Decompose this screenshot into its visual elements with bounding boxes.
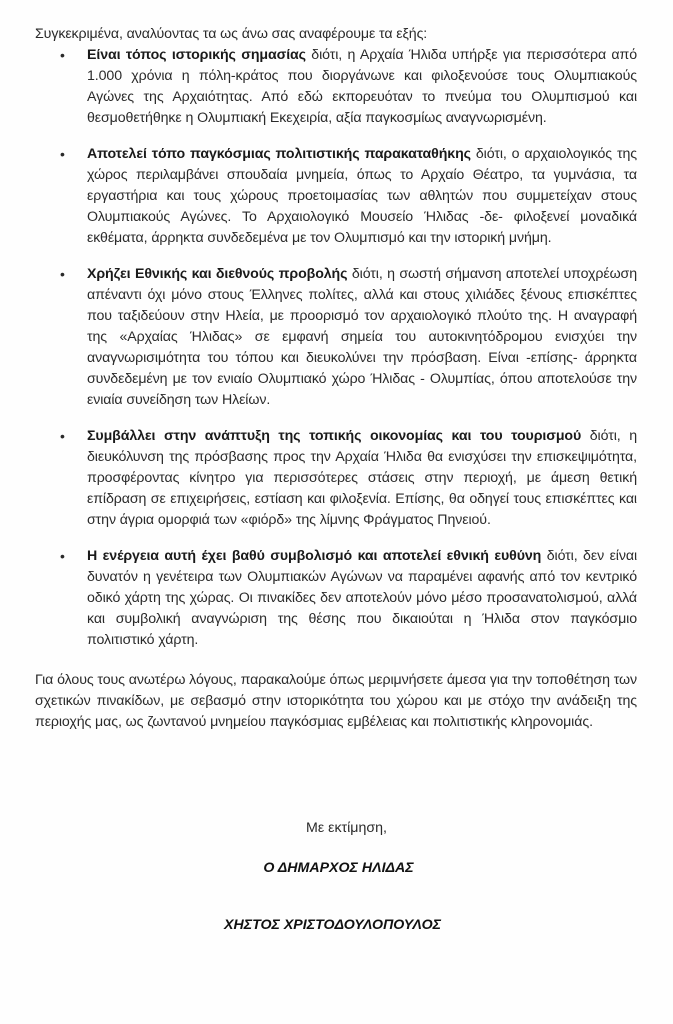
point-heading: Η ενέργεια αυτή έχει βαθύ συμβολισμό και αποτελεί εθνική ευθύνη bbox=[87, 548, 542, 564]
point-text: διότι, η σωστή σήμανση αποτελεί υποχρέωση απέναντι όχι μόνο στους Έλληνες πολίτες, αλλά και στους χιλιάδες ξένους επισκέπτες που ταξιδεύουν στην Ηλεία, με προορισμό τον αρχαιολογικό πλούτο της. Η αναγραφή της «Αρχαίας Ήλιδας» σε εμφανή σημεία του αυτοκινητόδρομου ενισχύει την αναγνωρισιμότητα του τόπου και διευκολύνει την πρόσβαση. Είναι -επίσης- άρρηκτα συνδεδεμένη με τον ενιαίο Ολυμπιακό χώρο Ήλιδας - Ολυμπίας, όπου αποτελούσε την ενιαία συνείδηση των Ηλείων. bbox=[87, 266, 638, 408]
reasons-list bbox=[35, 45, 637, 651]
document-body bbox=[35, 24, 637, 733]
signatory-name: ΧΗΣΤΟΣ ΧΡΙΣΤΟΔΟΥΛΟΠΟΥΛΟΣ bbox=[223, 917, 441, 933]
bullet-icon: • bbox=[60, 47, 65, 63]
list-item bbox=[35, 45, 637, 129]
bullet-icon: • bbox=[60, 428, 65, 444]
point-text: διότι, ο αρχαιολογικός της χώρος περιλαμβάνει σπουδαία μνημεία, όπως το Αρχαίο Θέατρο, τα γυμνάσια, τα εργαστήρια και τους χώρους προετοιμασίας των αθλητών που συμμετείχαν στους Ολυμπιακούς Αγώνες. Το Αρχαιολογικό Μουσείο Ήλιδας -δε- φιλοξενεί μοναδικά εκθέματα, άρρηκτα συνδεδεμένα με τον Ολυμπισμό και την ιστορική μνήμη. bbox=[87, 146, 637, 246]
point-heading: Είναι τόπος ιστορικής σημασίας bbox=[87, 47, 306, 63]
list-item bbox=[35, 264, 637, 411]
point-heading: Χρήζει Εθνικής και διεθνούς προβολής bbox=[87, 266, 348, 282]
list-item bbox=[35, 546, 637, 651]
point-heading: Συμβάλλει στην ανάπτυξη της τοπικής οικονομίας και του τουρισμού bbox=[87, 428, 582, 444]
bullet-icon: • bbox=[60, 146, 65, 162]
bullet-icon: • bbox=[60, 266, 65, 282]
point-text: διότι, δεν είναι δυνατόν η γενέτειρα των Ολυμπιακών Αγώνων να παραμένει αφανής από τον κεντρικό οδικό χάρτη της χώρας. Οι πινακίδες δεν αποτελούν μόνο μέσο προσανατολισμού, αλλά και συμβολική αναγνώριση της θέσης που δικαιούται η Ήλιδα στον παγκόσμιο πολιτιστικό χάρτη. bbox=[87, 548, 637, 648]
point-text: διότι, η διευκόλυνση της πρόσβασης προς την Αρχαία Ήλιδα θα ενισχύσει την επισκεψιμότητα, προσφέροντας κίνητρο για περισσότερες στάσεις στην περιοχή, με άμεση θετική επίδραση σε επιχειρήσεις, εστίαση και φιλοξενία. Επίσης, θα οδηγεί τους επισκέπτες και στην άγρια ομορφιά των «φιόρδ» της λίμνης Φράγματος Πηνειού. bbox=[87, 428, 637, 528]
intro-paragraph: Συγκεκριμένα, αναλύοντας τα ως άνω σας αναφέρουμε τα εξής: bbox=[35, 26, 428, 42]
list-item bbox=[35, 426, 637, 531]
closing-paragraph: Για όλους τους ανωτέρω λόγους, παρακαλούμε όπως μεριμνήσετε άμεσα για την τοποθέτηση των σχετικών πινακίδων, με σεβασμό στην ιστορικότητα του χώρου και με στόχο την ανάδειξη της περιοχής μας, ως ζωντανού μνημείου παγκόσμιας εμβέλειας και πολιτιστικής κληρονομιάς. bbox=[35, 672, 637, 730]
list-item bbox=[35, 144, 637, 249]
signatory-title: Ο ΔΗΜΑΡΧΟΣ ΗΛΙΔΑΣ bbox=[263, 860, 414, 876]
point-text: διότι, η Αρχαία Ήλιδα υπήρξε για περισσότερα από 1.000 χρόνια η πόλη-κράτος που διοργάνωνε και φιλοξενούσε τους Ολυμπιακούς Αγώνες της Αρχαιότητας. Από εδώ εκπορευόταν το πνεύμα του Ολυμπισμού και θεσμοθετήθηκε η Ολυμπιακή Εκεχειρία, αξία παγκοσμίως αναγνωρισμένη. bbox=[87, 47, 637, 126]
regards-line: Με εκτίμηση, bbox=[306, 820, 387, 836]
bullet-icon: • bbox=[60, 548, 65, 564]
point-heading: Αποτελεί τόπο παγκόσμιας πολιτιστικής παρακαταθήκης bbox=[87, 146, 471, 162]
